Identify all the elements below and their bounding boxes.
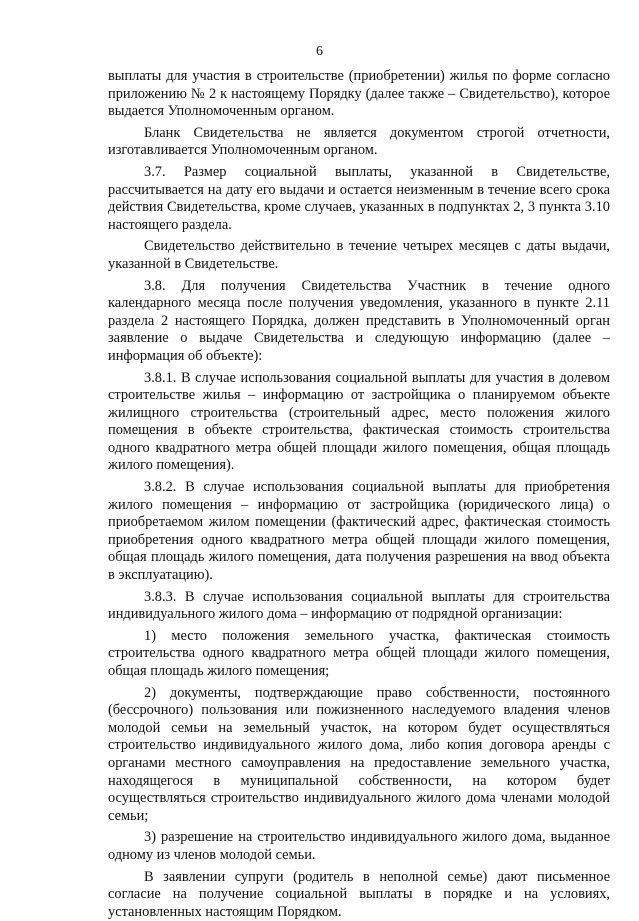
paragraph-validity: Свидетельство действительно в течение четырех месяцев с даты выдачи, указанной в Свидетельстве. <box>108 238 610 272</box>
list-item-2: 2) документы, подтверждающие право собственности, постоянного (бессрочного) пользования или пожизненного наследуемого владения членов молодой семьи на земельный участок, на котором будет осуществляться строительство индивидуального жилого дома, либо копия договора аренды с органами местного самоуправления на предоставление земельного участка, находящегося в муниципальной собственности, на котором будет осуществляться строительство индивидуального жилого дома членами молодой семьи; <box>108 684 610 824</box>
paragraph-continuation: выплаты для участия в строительстве (приобретении) жилья по форме согласно приложению № 2 к настоящему Порядку (далее также – Свидетельство), которое выдается Уполномоченным органом. <box>108 68 610 120</box>
paragraph-3-7: 3.7. Размер социальной выплаты, указанной в Свидетельстве, рассчитывается на дату его выдачи и остается неизменным в течение всего срока действия Свидетельства, кроме случаев, указанных в подпунктах 2, 3 пункта 3.10 настоящего раздела. <box>108 163 610 233</box>
paragraph-consent: В заявлении супруги (родитель в неполной семье) дают письменное согласие на получение социальной выплаты в порядке и на условиях, установленных настоящим Порядком. <box>108 868 610 920</box>
paragraph-3-8-3: 3.8.3. В случае использования социальной выплаты для строительства индивидуального жилого дома – информацию от подрядной организации: <box>108 588 610 623</box>
list-item-1: 1) место положения земельного участка, фактическая стоимость строительства одного квадратного метра общей площади жилого помещения, общая площадь жилого помещения; <box>108 627 610 679</box>
paragraph-blank-form: Бланк Свидетельства не является документом строгой отчетности, изготавливается Уполномоченным органом. <box>108 124 610 159</box>
page-number: 6 <box>316 44 323 59</box>
paragraph-3-8-1: 3.8.1. В случае использования социальной выплаты для участия в долевом строительстве жилья – информацию от застройщика о планируемом объекте жилищного строительства (строительный адрес, место положения жилого помещения в объекте строительства, фактическая стоимость строительства одного квадратного метра общей площади жилого помещения, общая площадь жилого помещения). <box>108 369 610 474</box>
list-item-3: 3) разрешение на строительство индивидуального жилого дома, выданное одному из членов молодой семьи. <box>108 829 610 863</box>
document-body <box>108 68 610 921</box>
paragraph-3-8: 3.8. Для получения Свидетельства Участник в течение одного календарного месяца после получения уведомления, указанного в пункте 2.11 раздела 2 настоящего Порядка, должен представить в Уполномоченный орган заявление о выдаче Свидетельства и следующую информацию (далее – информация об объекте): <box>108 277 610 364</box>
paragraph-3-8-2: 3.8.2. В случае использования социальной выплаты для приобретения жилого помещения – информацию от застройщика (юридического лица) о приобретаемом жилом помещении (фактический адрес, фактическая стоимость приобретения одного квадратного метра общей площади жилого помещения, общая площадь жилого помещения, дата получения разрешения на ввод объекта в эксплуатацию). <box>108 479 610 584</box>
